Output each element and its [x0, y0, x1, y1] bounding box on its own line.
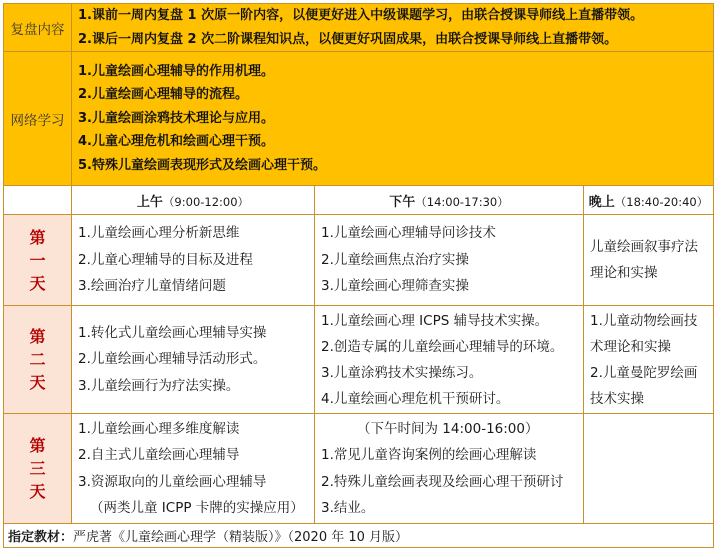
textbook-row: [4, 524, 714, 548]
list-item: 3.儿童绘画心理筛查实操: [321, 278, 469, 295]
online-line-5: 5.特殊儿童绘画表现形式及绘画心理干预。: [78, 157, 326, 173]
day-3-evening: [584, 414, 714, 524]
list-item: 3.绘画治疗儿童情绪问题: [78, 278, 226, 295]
review-line-2: 2.课后一周内复盘 2 次二阶课程知识点，以便更好巩固成果，由联合授课导师线上直播带领。: [78, 31, 618, 47]
header-blank: [4, 186, 72, 215]
online-line-1: 1.儿童绘画心理辅导的作用机理。: [78, 63, 274, 79]
list-item: 2.自主式儿童绘画心理辅导: [78, 447, 240, 463]
header-morning: 上午（9:00-12:00）: [72, 186, 315, 215]
textbook-label: 指定教材：: [8, 530, 74, 545]
day-1-afternoon: [315, 215, 584, 306]
day-3-morning: [72, 414, 315, 524]
list-item: （两类儿童 ICPP 卡牌的实操应用）: [90, 500, 304, 516]
list-item: 3.结业。: [321, 500, 375, 516]
list-item: 1.儿童绘画心理多维度解读: [78, 420, 240, 437]
day-1-morning: [72, 215, 315, 306]
online-label: 网络学习: [4, 52, 72, 186]
list-item: 4.儿童绘画心理危机干预研讨。: [321, 390, 510, 407]
list-item: 2.创造专属的儿童绘画心理辅导的环境。: [321, 338, 564, 355]
list-item: 1.儿童绘画心理 ICPS 辅导技术实操。: [321, 312, 549, 329]
list-item: 2.儿童心理辅导的目标及进程: [78, 251, 253, 268]
day-2-label: 第 二 天: [4, 306, 72, 414]
header-afternoon: 下午（14:00-17:30）: [315, 186, 584, 215]
list-item: 2.儿童绘画心理辅导活动形式。: [78, 351, 267, 368]
list-item: 2.儿童绘画焦点治疗实操: [321, 251, 469, 268]
list-item: 2.特殊儿童绘画表现及绘画心理干预研讨: [321, 473, 564, 490]
list-item: 1.儿童绘画心理分析新思维: [78, 225, 240, 242]
online-line-3: 3.儿童绘画涂鸦技术理论与应用。: [78, 110, 274, 126]
day-1-label: 第 一 天: [4, 215, 72, 306]
list-item: 3.资源取向的儿童绘画心理辅导: [78, 473, 267, 490]
day-3-label: 第 三 天: [4, 414, 72, 524]
list-item: 1.儿童绘画心理辅导问诊技术: [321, 225, 496, 242]
online-line-4: 4.儿童心理危机和绘画心理干预。: [78, 134, 274, 150]
list-item: 3.儿童涂鸦技术实操练习。: [321, 364, 483, 381]
list-item: 3.儿童绘画行为疗法实操。: [78, 377, 240, 394]
list-item: 1.儿童动物绘画技术理论和实操: [590, 312, 698, 355]
online-line-2: 2.儿童绘画心理辅导的流程。: [78, 87, 248, 103]
schedule-table: [3, 3, 714, 548]
day-1-evening: 儿童绘画叙事疗法理论和实操: [584, 215, 714, 306]
online-content: [72, 52, 714, 186]
list-item: 1.常见儿童咨询案例的绘画心理解读: [321, 447, 537, 463]
review-content: [72, 4, 714, 52]
review-label: 复盘内容: [4, 4, 72, 52]
list-item: 1.转化式儿童绘画心理辅导实操: [78, 324, 267, 341]
day-3-afternoon: [315, 414, 584, 524]
review-line-1: 1.课前一周内复盘 1 次原一阶内容，以便更好进入中级课题学习，由联合授课导师线上直播带领。: [78, 8, 644, 23]
header-evening: 晚上（18:40-20:40）: [584, 186, 714, 215]
afternoon-time-note: （下午时间为 14:00-16:00）: [357, 420, 539, 437]
list-item: 2.儿童曼陀罗绘画技术实操: [590, 364, 698, 407]
day-2-afternoon: [315, 306, 584, 414]
textbook-title: 严虎著《儿童绘画心理学（精装版）》（2020 年 10 月版）: [73, 530, 409, 545]
day-2-evening: [584, 306, 714, 414]
day-2-morning: [72, 306, 315, 414]
